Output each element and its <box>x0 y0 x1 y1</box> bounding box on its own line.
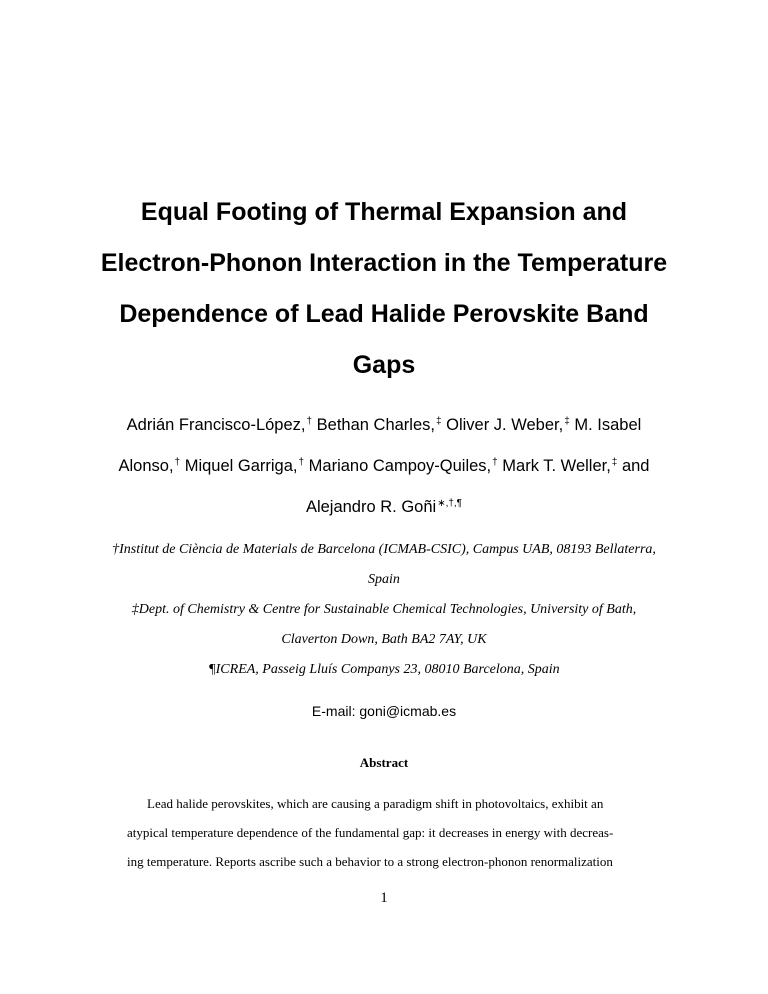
title-line: Gaps <box>352 351 416 379</box>
affiliation-mark: ‡ <box>611 457 618 468</box>
affiliation-line: Spain <box>368 572 400 587</box>
author-name: Alejandro R. Goñi <box>305 498 437 516</box>
affiliations <box>40 535 728 685</box>
contact-email: E-mail: goni@icmab.es <box>311 703 457 719</box>
affiliation-line: ¶ICREA, Passeig Lluís Companys 23, 08010 Barcelona, Spain <box>208 662 560 677</box>
affiliation-mark: † <box>492 457 498 468</box>
author-name: Miquel Garriga, <box>184 457 298 475</box>
abstract-line: atypical temperature dependence of the fundamental gap: it decreases in energy with decreas- <box>127 825 614 840</box>
author-name: Adrián Francisco-López, <box>126 416 306 434</box>
affiliation-mark: † <box>298 457 305 468</box>
affiliation-mark: ∗,†,¶ <box>437 498 463 509</box>
page-number: 1 <box>380 890 388 906</box>
title-line: Electron-Phonon Interaction in the Temperature <box>100 249 668 277</box>
abstract-line: ing temperature. Reports ascribe such a behavior to a strong electron-phonon renormalization <box>127 854 613 869</box>
author-name: Alonso, <box>118 457 174 475</box>
affiliation-line: ‡Dept. of Chemistry & Centre for Sustainable Chemical Technologies, University of Bath, <box>131 602 637 617</box>
affiliation-line: Claverton Down, Bath BA2 7AY, UK <box>281 632 487 647</box>
abstract-heading: Abstract <box>359 755 409 770</box>
author-name: Mariano Campoy-Quiles, <box>308 457 492 475</box>
author-name: Oliver J. Weber, <box>446 416 564 434</box>
title-line: Equal Footing of Thermal Expansion and <box>140 198 628 226</box>
paper-title <box>60 187 708 391</box>
abstract-body <box>127 789 643 876</box>
author-conjunction: and <box>621 457 650 475</box>
author-name: M. Isabel <box>574 416 642 434</box>
author-name: Bethan Charles, <box>316 416 435 434</box>
author-line <box>60 447 708 488</box>
title-line: Dependence of Lead Halide Perovskite Band <box>119 300 649 328</box>
author-line <box>60 406 708 447</box>
affiliation-mark: † <box>306 416 313 427</box>
author-list <box>60 406 708 529</box>
affiliation-mark: † <box>174 457 181 468</box>
abstract-line: Lead halide perovskites, which are causing a paradigm shift in photovoltaics, exhibit an <box>147 796 604 811</box>
affiliation-mark: ‡ <box>435 416 442 427</box>
author-name: Mark T. Weller, <box>502 457 611 475</box>
affiliation-mark: ‡ <box>564 416 570 427</box>
author-line <box>60 488 708 529</box>
affiliation-line: †Institut de Ciència de Materials de Barcelona (ICMAB-CSIC), Campus UAB, 08193 Bellaterra, <box>112 542 656 557</box>
